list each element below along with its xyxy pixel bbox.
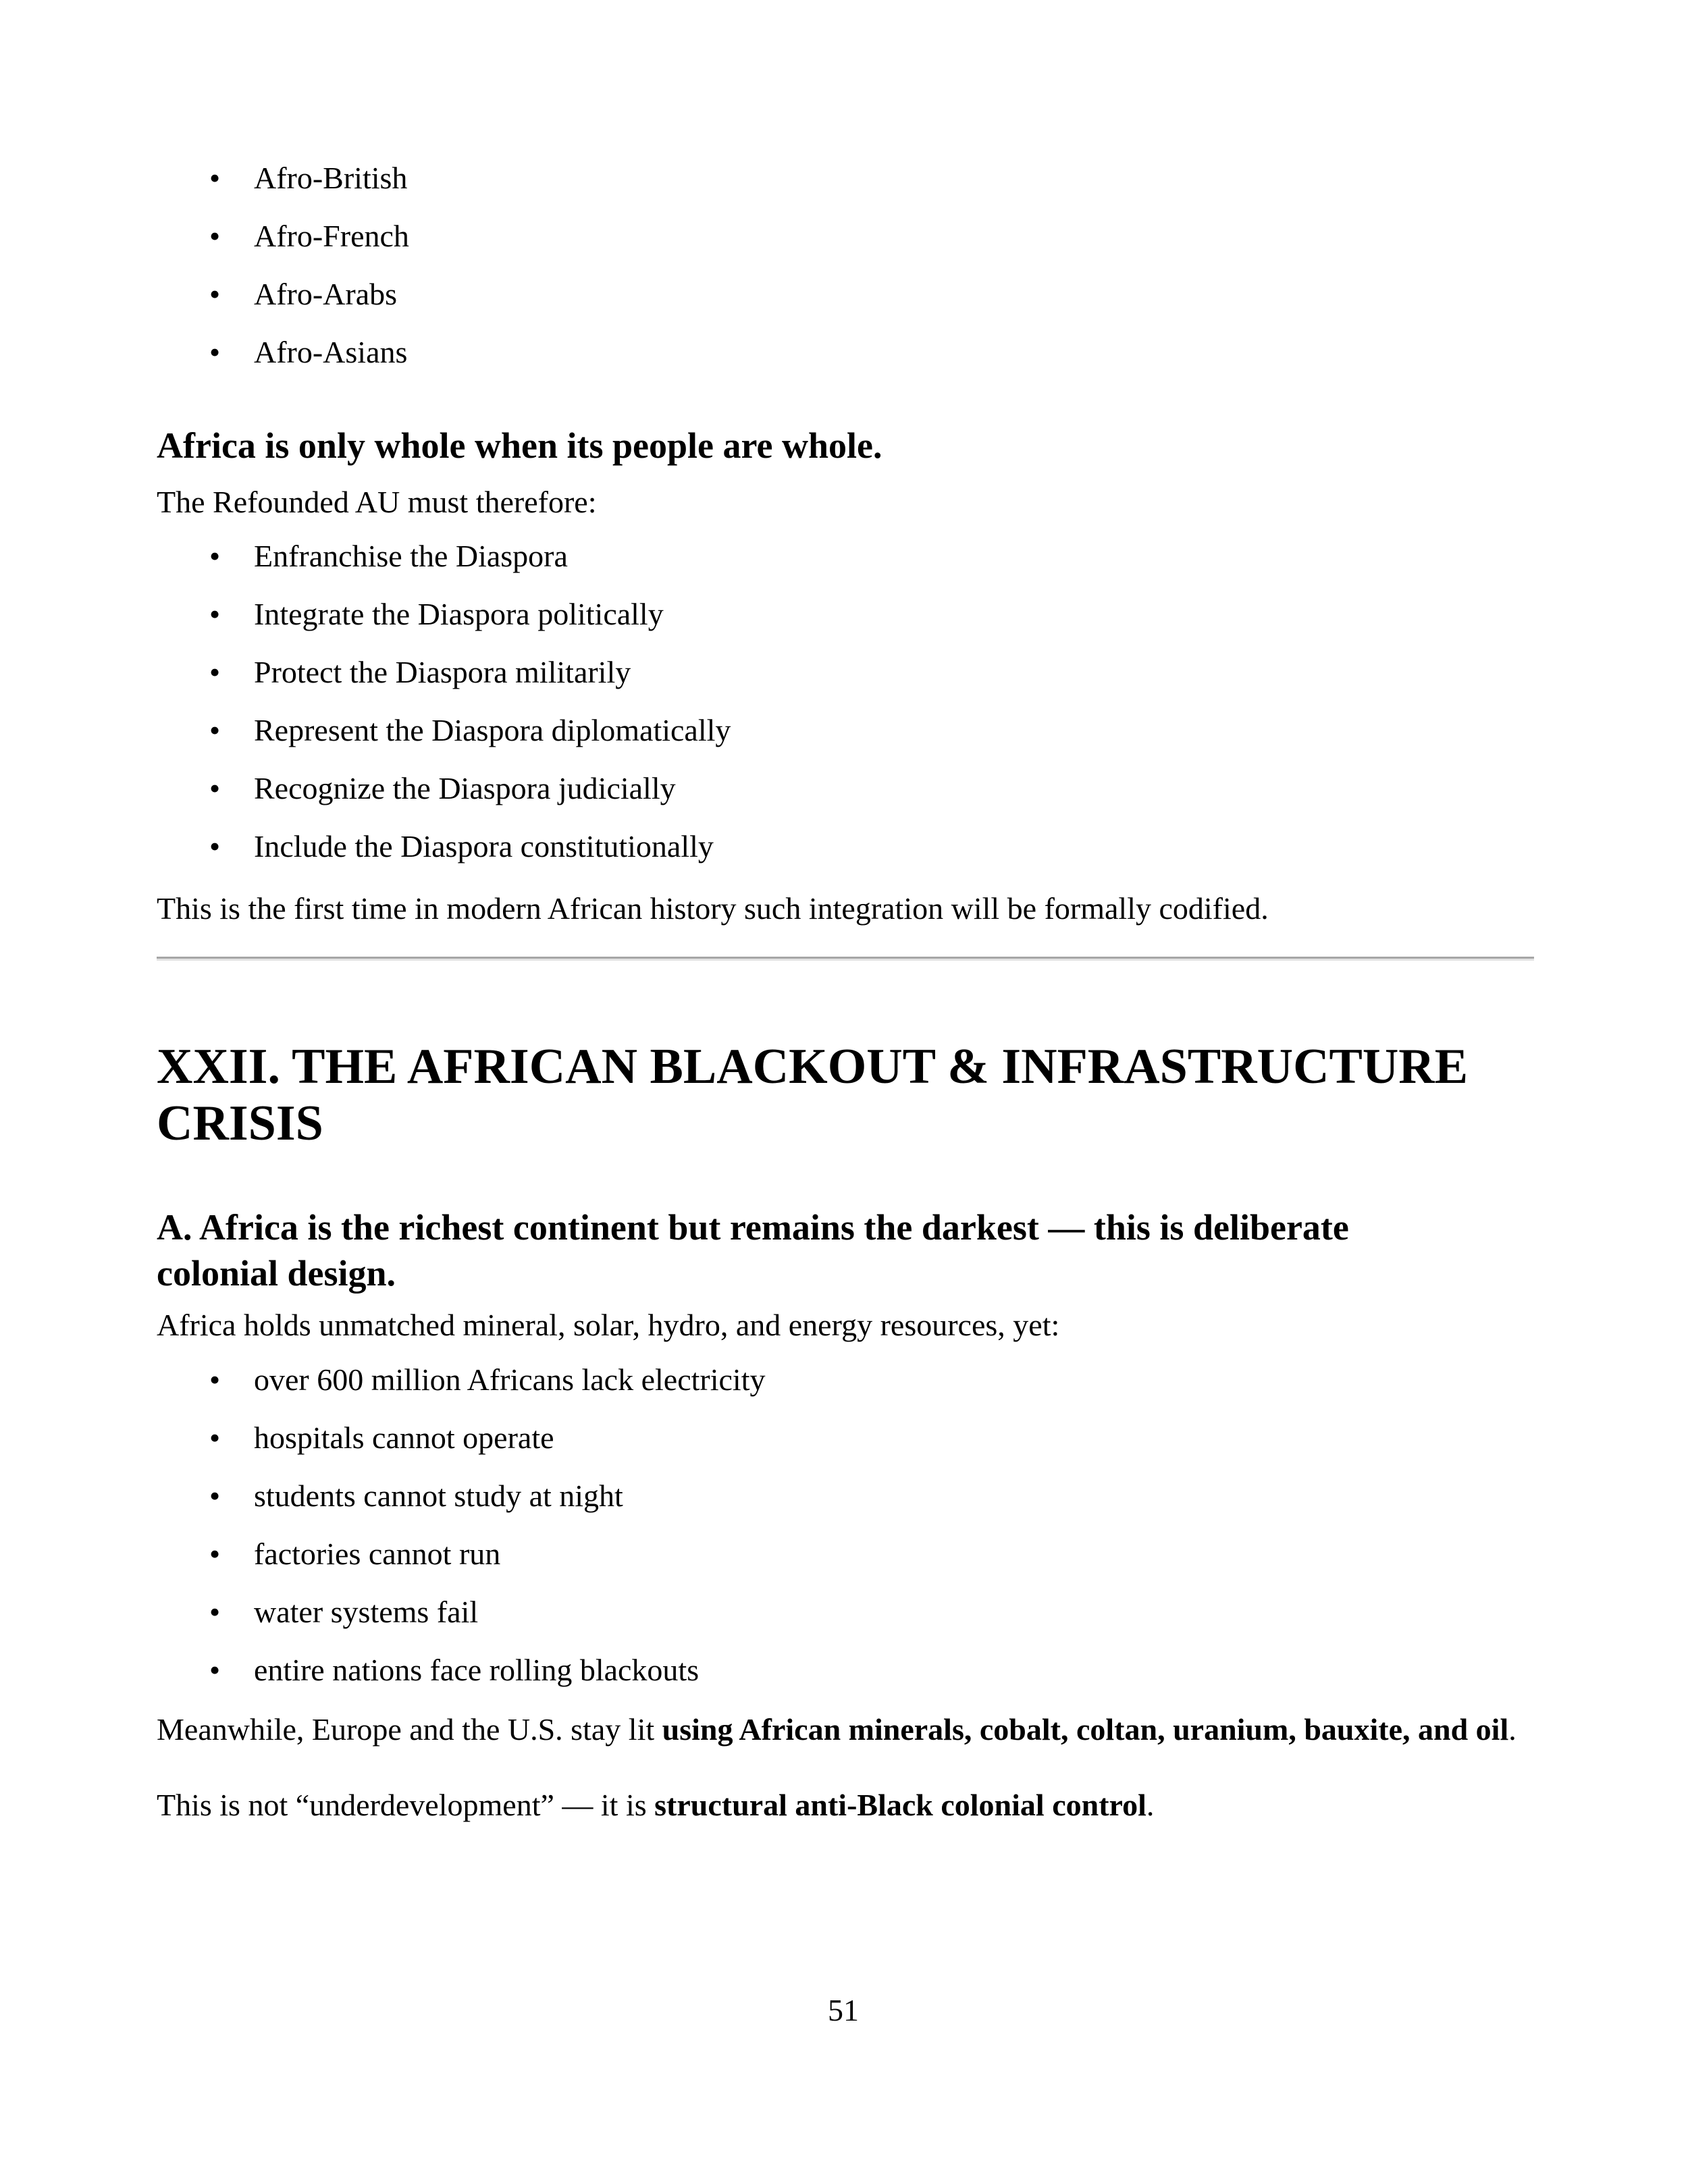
meanwhile-paragraph bbox=[157, 1711, 1534, 1749]
list-item bbox=[209, 1535, 765, 1593]
not-underdevelopment-paragraph bbox=[157, 1786, 1154, 1824]
bullet-icon: • bbox=[209, 597, 221, 631]
list-item-text: Afro-Arabs bbox=[254, 277, 398, 311]
section-title bbox=[157, 1038, 1468, 1152]
bullet-icon: • bbox=[209, 161, 221, 195]
heading-africa-whole: Africa is only whole when its people are whole. bbox=[157, 425, 882, 466]
list-item-text: Include the Diaspora constitutionally bbox=[254, 829, 714, 863]
list-item-text: hospitals cannot operate bbox=[254, 1420, 554, 1455]
meanwhile-prefix: Meanwhile, Europe and the U.S. stay lit bbox=[157, 1712, 662, 1747]
bullet-icon: • bbox=[209, 1479, 221, 1513]
diaspora-groups-list bbox=[209, 159, 409, 392]
refounded-actions-list bbox=[209, 537, 731, 886]
not-underdevelopment-prefix: This is not “underdevelopment” — it is bbox=[157, 1788, 655, 1822]
bullet-icon: • bbox=[209, 829, 221, 863]
list-item bbox=[209, 159, 409, 217]
page-number: 51 bbox=[828, 1993, 859, 2027]
list-item bbox=[209, 334, 409, 392]
bullet-icon: • bbox=[209, 1595, 221, 1629]
bullet-icon: • bbox=[209, 713, 221, 747]
list-item bbox=[209, 1361, 765, 1419]
list-item bbox=[209, 1651, 765, 1709]
list-item bbox=[209, 1419, 765, 1477]
section-title-line1: XXII. THE AFRICAN BLACKOUT & INFRASTRUCTURE bbox=[157, 1039, 1469, 1094]
list-item bbox=[209, 654, 731, 712]
list-item-text: Enfranchise the Diaspora bbox=[254, 539, 568, 573]
refounded-intro: The Refounded AU must therefore: bbox=[157, 485, 597, 519]
not-underdevelopment-suffix: . bbox=[1146, 1788, 1155, 1822]
bullet-icon: • bbox=[209, 539, 221, 573]
list-item-text: Afro-Asians bbox=[254, 335, 408, 369]
meanwhile-bold: using African minerals, cobalt, coltan, uranium, bauxite, and oil bbox=[662, 1712, 1509, 1747]
list-item-text: Protect the Diaspora militarily bbox=[254, 655, 631, 689]
list-item bbox=[209, 217, 409, 275]
list-item-text: over 600 million Africans lack electricity bbox=[254, 1362, 766, 1397]
section-title-line2: CRISIS bbox=[157, 1096, 323, 1151]
bullet-icon: • bbox=[209, 1537, 221, 1571]
list-item-text: factories cannot run bbox=[254, 1537, 501, 1571]
meanwhile-suffix: . bbox=[1508, 1712, 1516, 1747]
bullet-icon: • bbox=[209, 1362, 221, 1397]
bullet-icon: • bbox=[209, 771, 221, 805]
bullet-icon: • bbox=[209, 1420, 221, 1455]
list-item bbox=[209, 595, 731, 654]
list-item-text: water systems fail bbox=[254, 1595, 479, 1629]
bullet-icon: • bbox=[209, 655, 221, 689]
bullet-icon: • bbox=[209, 219, 221, 253]
subheading-richest-continent bbox=[157, 1204, 1349, 1296]
not-underdevelopment-bold: structural anti-Black colonial control bbox=[654, 1788, 1146, 1822]
list-item bbox=[209, 1477, 765, 1535]
subheading-line1: A. Africa is the richest continent but remains the darkest — this is deliberate bbox=[157, 1207, 1349, 1248]
list-item bbox=[209, 275, 409, 334]
list-item bbox=[209, 828, 731, 886]
list-item-text: Recognize the Diaspora judicially bbox=[254, 771, 676, 805]
list-item-text: Afro-French bbox=[254, 219, 409, 253]
blackout-effects-list bbox=[209, 1361, 765, 1709]
list-item-text: Integrate the Diaspora politically bbox=[254, 597, 664, 631]
list-item bbox=[209, 1593, 765, 1651]
resources-intro: Africa holds unmatched mineral, solar, hydro, and energy resources, yet: bbox=[157, 1308, 1060, 1342]
list-item bbox=[209, 537, 731, 595]
bullet-icon: • bbox=[209, 1653, 221, 1687]
list-item-text: entire nations face rolling blackouts bbox=[254, 1653, 700, 1687]
list-item bbox=[209, 712, 731, 770]
list-item-text: students cannot study at night bbox=[254, 1479, 623, 1513]
list-item bbox=[209, 770, 731, 828]
codified-sentence: This is the first time in modern African history such integration will be formally codified. bbox=[157, 891, 1269, 926]
list-item-text: Represent the Diaspora diplomatically bbox=[254, 713, 731, 747]
bullet-icon: • bbox=[209, 335, 221, 369]
section-divider bbox=[157, 957, 1534, 961]
subheading-line2: colonial design. bbox=[157, 1253, 396, 1294]
list-item-text: Afro-British bbox=[254, 161, 408, 195]
bullet-icon: • bbox=[209, 277, 221, 311]
